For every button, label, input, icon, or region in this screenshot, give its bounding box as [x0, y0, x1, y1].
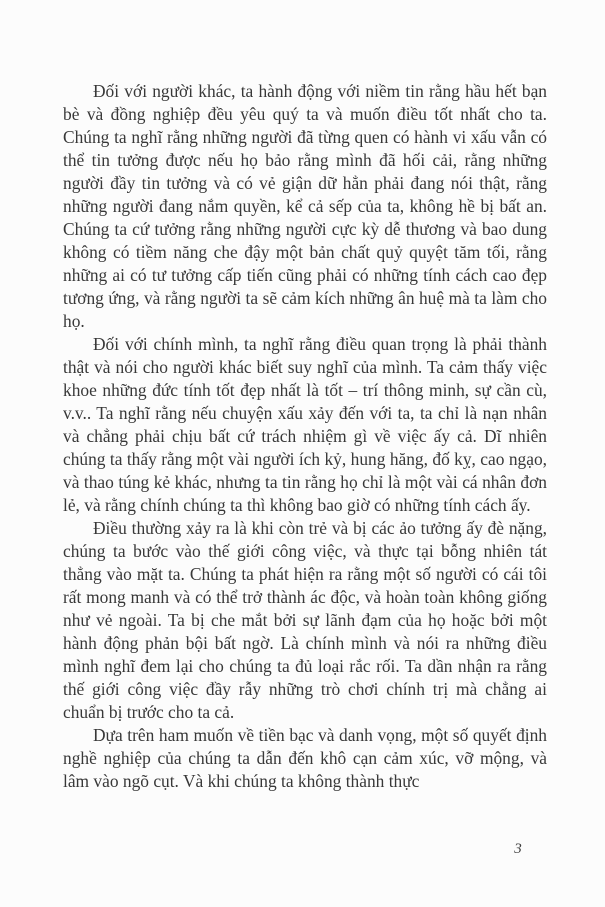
paragraph-1: Đối với người khác, ta hành động với niềm tin rằng hầu hết bạn bè và đồng nghiệp đều yêu quý ta và muốn điều tốt nhất cho ta. Chúng ta nghĩ rằng những người đã từng quen có hành vi xấu vẫn có thể tin tưởng được nếu họ bảo rằng mình đã hối cải, rằng những người đầy tin tưởng và có vẻ giận dữ hẳn phải đang nói thật, rằng những người đang nắm quyền, kể cả sếp của ta, không hề bị bất an. Chúng ta cứ tưởng rằng những người cực kỳ dễ thương và bao dung không có tiềm năng che đậy một bản chất quỷ quyệt tăm tối, rằng những ai có tư tưởng cấp tiến cũng phải có những tính cách cao đẹp tương ứng, và rằng người ta sẽ cảm kích những ân huệ mà ta làm cho họ.: [63, 81, 547, 331]
paragraph-3: Điều thường xảy ra là khi còn trẻ và bị các ảo tưởng ấy đè nặng, chúng ta bước vào thế giới công việc, và thực tại bỗng nhiên tát thẳng vào mặt ta. Chúng ta phát hiện ra rằng một số người có cái tôi rất mong manh và có thể trở thành ác độc, và hoàn toàn không giống như vẻ ngoài. Ta bị che mắt bởi sự lãnh đạm của họ hoặc bởi một hành động phản bội bất ngờ. Là chính mình và nói ra những điều mình nghĩ đem lại cho chúng ta đủ loại rắc rối. Ta dần nhận ra rằng thế giới công việc đầy rẫy những trò chơi chính trị mà chẳng ai chuẩn bị trước cho ta cả.: [63, 518, 547, 722]
paragraph-4: Dựa trên ham muốn về tiền bạc và danh vọng, một số quyết định nghề nghiệp của chúng ta dẫn đến khô cạn cảm xúc, vỡ mộng, và lâm vào ngõ cụt. Và khi chúng ta không thành thực: [63, 725, 547, 791]
paragraph-2: Đối với chính mình, ta nghĩ rằng điều quan trọng là phải thành thật và nói cho người khác biết suy nghĩ của mình. Ta cảm thấy việc khoe những đức tính tốt đẹp nhất là tốt – trí thông minh, sự cần cù, v.v.. Ta nghĩ rằng nếu chuyện xấu xảy đến với ta, ta chỉ là nạn nhân và chẳng phải chịu bất cứ trách nhiệm gì về việc ấy cả. Dĩ nhiên chúng ta thấy rằng một vài người ích kỷ, hung hăng, đố kỵ, cao ngạo, và thao túng kẻ khác, nhưng ta tin rằng họ chỉ là một vài cá nhân đơn lẻ, và rằng chính chúng ta thì không bao giờ có những tính cách ấy.: [63, 334, 547, 515]
page-number: 3: [514, 841, 522, 857]
body-text: [63, 80, 547, 793]
